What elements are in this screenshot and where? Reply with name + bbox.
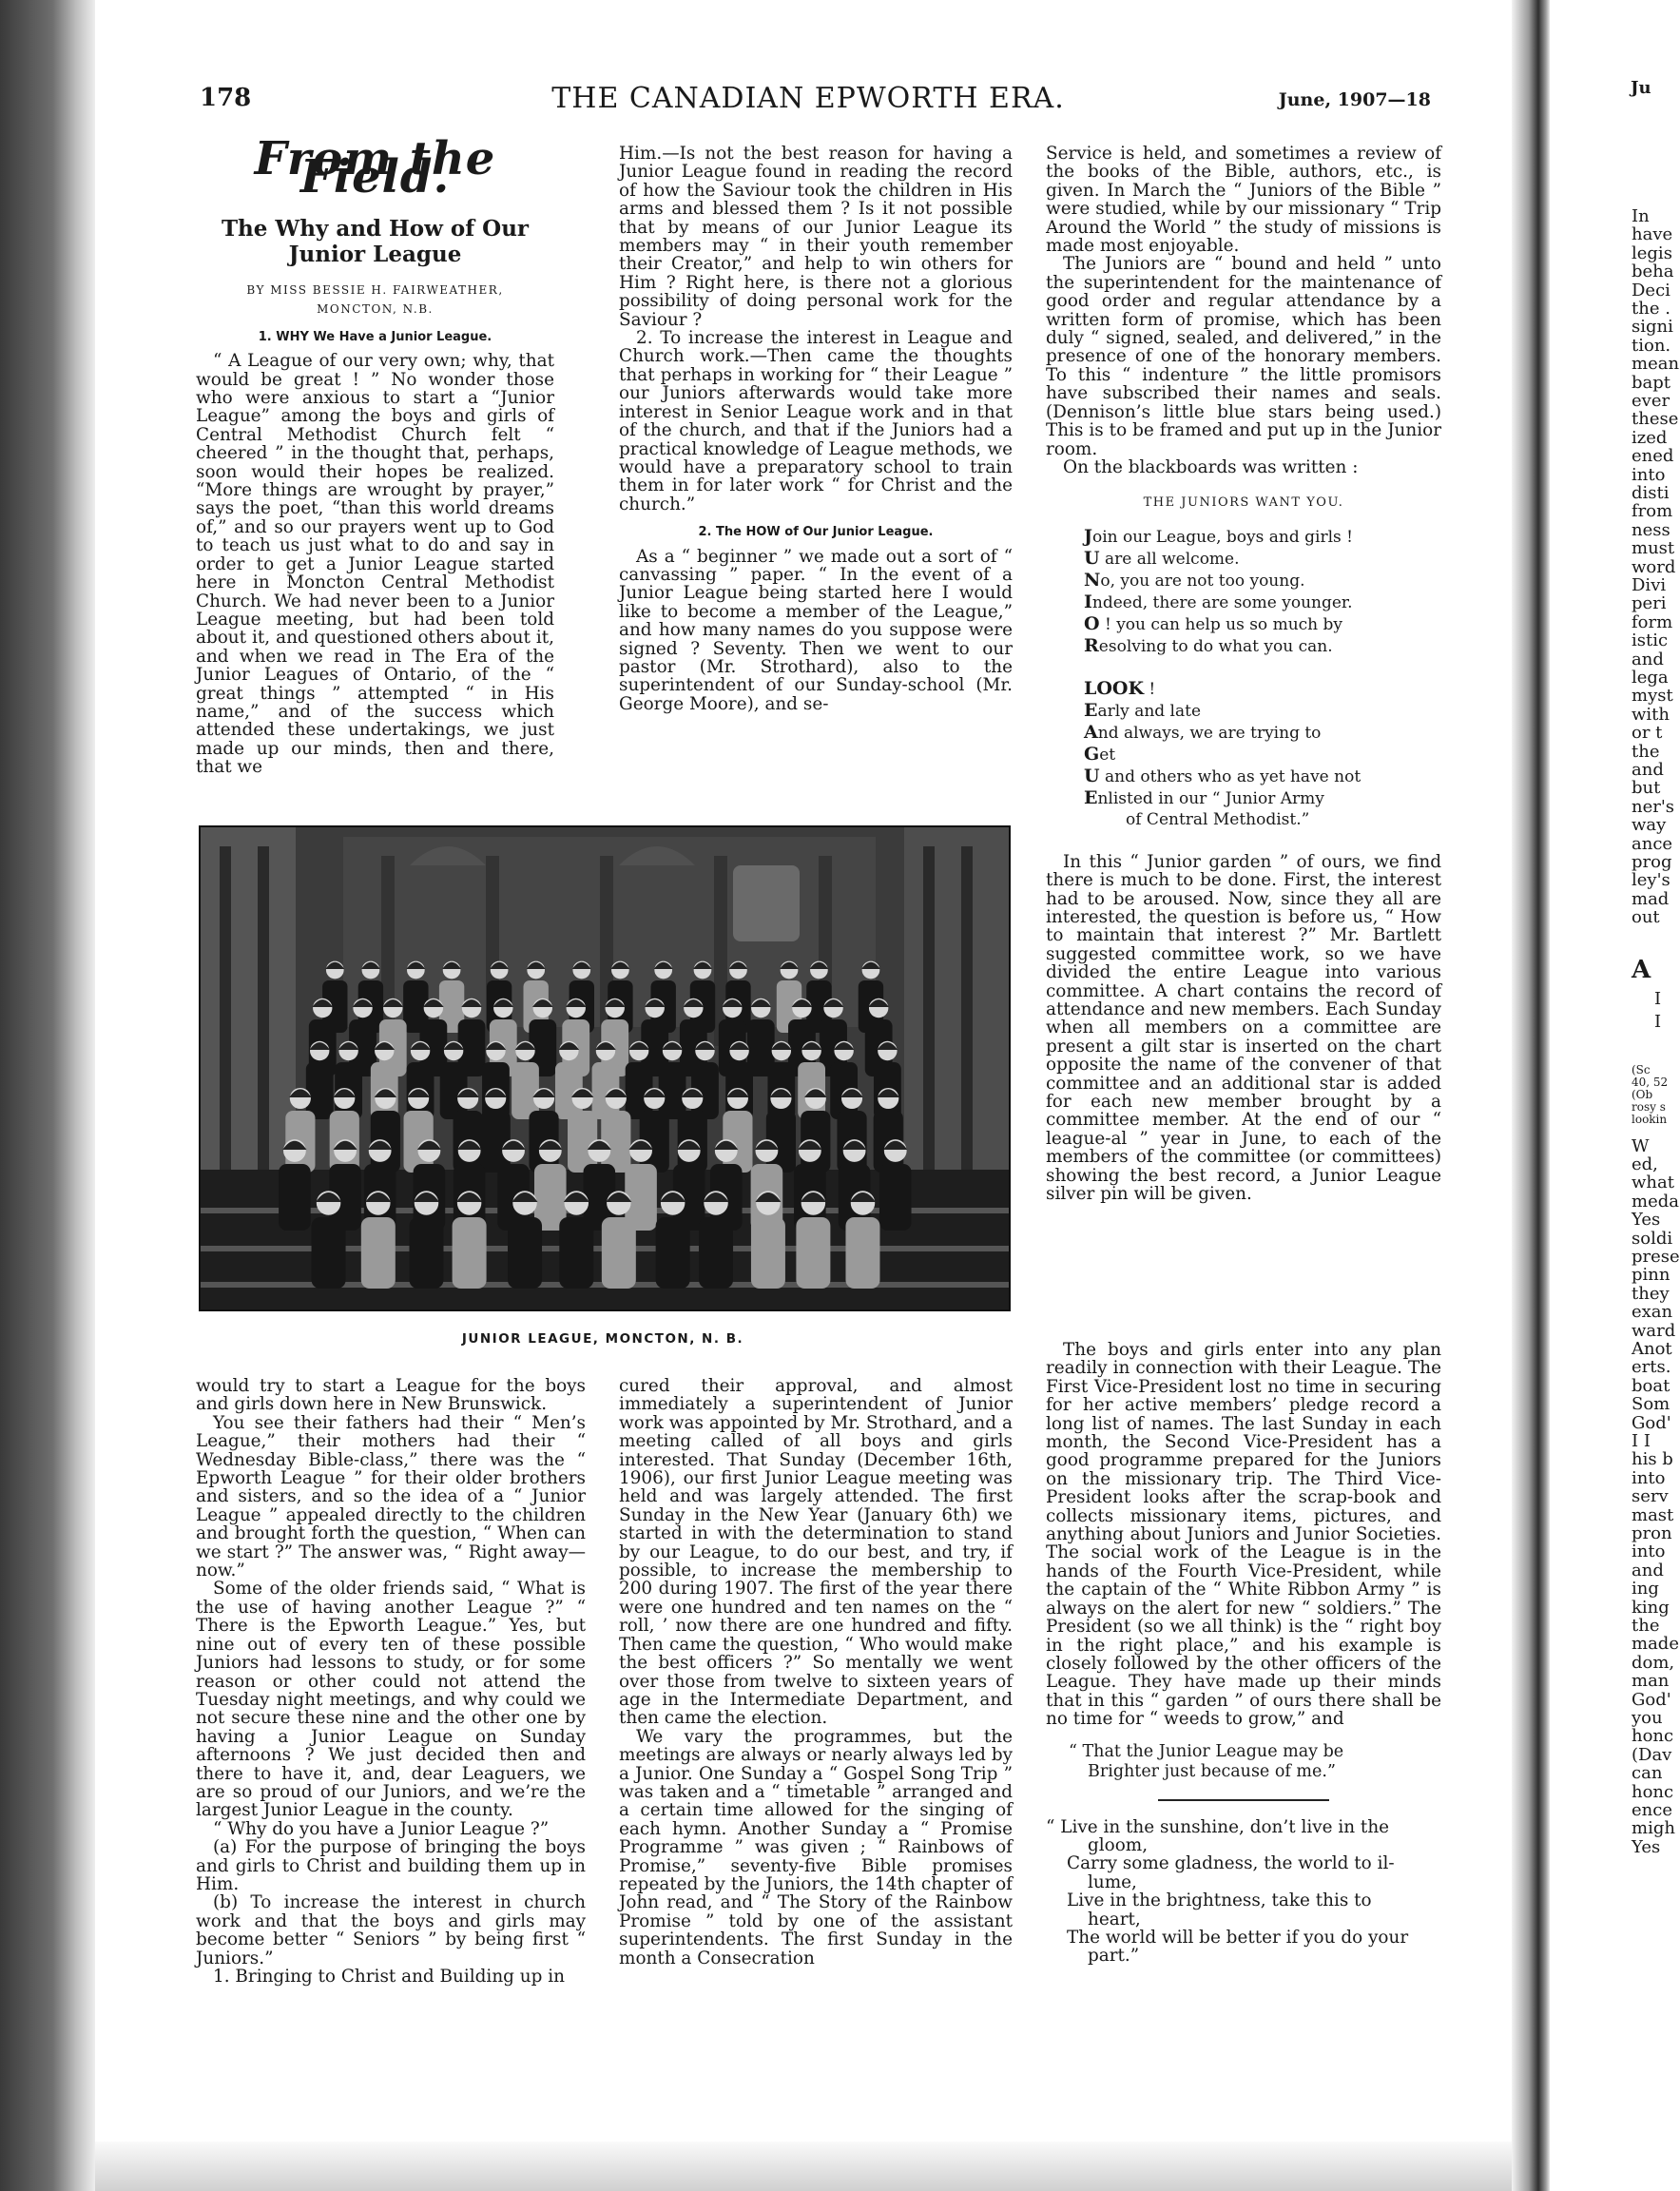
fragment-line: mast <box>1632 1504 1674 1525</box>
fragment-line: ever <box>1632 391 1670 411</box>
verse-line: “ That the Junior League may be <box>1069 1741 1344 1761</box>
fragment-line: ence <box>1632 1800 1672 1820</box>
fragment-line: (Sc <box>1632 1062 1651 1076</box>
fragment-line: ized <box>1632 427 1668 448</box>
paragraph: 2. To increase the interest in League and Church work.—Then came the thoughts that perhaps in working for “ their League ” our Juniors afterwards would take more interest in Senior League work and in that of the church, and that if the Juniors had a practical knowledge of League methods, we would have a preparatory school to train them in for later work “ for Christ and the church.” <box>619 328 1013 514</box>
paragraph: 1. Bringing to Christ and Building up in <box>213 1967 565 1987</box>
fragment-line: (Dav <box>1632 1744 1672 1765</box>
fragment-line: Anot <box>1632 1339 1672 1359</box>
fragment-line: legis <box>1632 242 1672 263</box>
issue-date: June, 1907—18 <box>1278 89 1431 110</box>
poem-line: “ Live in the sunshine, don’t live in the <box>1046 1816 1390 1837</box>
section-title: From the Field. <box>254 132 496 204</box>
article-title: The Why and How of Our Junior League <box>221 215 530 267</box>
acrostic-line: LOOK ! <box>1084 677 1156 699</box>
fragment-line: out <box>1632 907 1660 928</box>
poem-line: Live in the brightness, take this to <box>1067 1890 1372 1911</box>
paragraph: You see their fathers had their “ Men’s League,” their mothers had their “ Wednesday Bible-class,” there was the “ Epworth League ” for their older brothers and sisters, and so the idea of a “ Junior League ” appealed directly to the children and brought forth the question, “ When can we start ?” The answer was, “ Right away—now.” <box>196 1412 586 1581</box>
poem-line: lume, <box>1088 1871 1137 1892</box>
column-3-bottom <box>1046 1341 1441 1966</box>
fragment-line: ward <box>1632 1320 1676 1341</box>
poem-line: Carry some gladness, the world to il- <box>1067 1853 1395 1874</box>
fragment-line: king <box>1632 1597 1670 1618</box>
fragment-line: what <box>1632 1173 1674 1193</box>
acrostic-line: U are all welcome. <box>1084 547 1240 569</box>
subhead-why: 1. WHY We Have a Junior League. <box>258 329 492 344</box>
fragment-line: into <box>1632 1467 1666 1488</box>
fragment-line: ness <box>1632 519 1670 540</box>
adjacent-page-fragment <box>1550 0 1680 2191</box>
column-2-top <box>619 145 1013 713</box>
fragment-line: way <box>1632 815 1667 836</box>
group-photograph <box>199 825 1011 1311</box>
fragment-line: pinn <box>1632 1265 1670 1286</box>
column-1-bottom <box>196 1377 586 1986</box>
column-2-bottom <box>619 1377 1013 1968</box>
fragment-line: Yes <box>1632 1836 1661 1857</box>
page-bottom-edge <box>95 2142 1512 2191</box>
fragment-line: meda <box>1632 1191 1679 1212</box>
fragment-line: God' <box>1632 1412 1671 1433</box>
fragment-line: ened <box>1632 446 1674 467</box>
fragment-line: honc <box>1632 1781 1674 1802</box>
fragment-line: ley's <box>1632 870 1670 891</box>
acrostic-line: of Central Methodist.” <box>1126 809 1310 829</box>
fragment-line: exan <box>1632 1302 1673 1323</box>
fragment-line: beha <box>1632 262 1674 282</box>
fragment-line: into <box>1632 1541 1666 1562</box>
paragraph: Service is held, and sometimes a review of the books of the Bible, authors, etc., is given. In March the “ Juniors of the Bible ” were studied, while by our missionary “ Trip Around the World ” the study of missions is made most enjoyable. <box>1046 144 1441 257</box>
fragment-line: lega <box>1632 668 1669 688</box>
fragment-line: disti <box>1632 483 1670 503</box>
fragment-line: prese <box>1632 1247 1680 1267</box>
fragment-line: (Ob <box>1632 1087 1653 1101</box>
fragment-line: into <box>1632 464 1666 485</box>
fragment-line: pron <box>1632 1523 1672 1543</box>
fragment-line: God' <box>1632 1689 1671 1710</box>
closing-poem <box>1046 1818 1441 1966</box>
paragraph: In this “ Junior garden ” of ours, we find there is much to be done. First, the interest had to be aroused. Now, since they all are interested, the question is before us, “ How to maintain that interest ?” Mr. Bartlett suggested committee work, so we have divided the entire League into various committee. A chart contains the record of attendance and new members. Each Sunday when all members on a committee are present a gilt star is inserted on the chart opposite the name of the convener of that committee and an additional star is added for each new member brought by a committee member. At the end of our “ league-al ” year in June, to each of the members of the committee (or committees) showing the best record, a Junior League silver pin will be given. <box>1046 851 1441 1205</box>
publication-title: THE CANADIAN EPWORTH ERA. <box>551 82 1065 115</box>
paragraph: Him.—Is not the best reason for having a Junior League found in reading the record of how the Saviour took the children in His arms and blessed them ? Is it not possible that by means of our Junior League its members may “ in their youth remember their Creator,” and help to win others for Him ? Right here, is there not a glorious possibility of doing personal work for the Saviour ? <box>619 144 1013 330</box>
fragment-line: I I <box>1632 1431 1651 1451</box>
verse-line: Brighter just because of me.” <box>1088 1761 1336 1781</box>
fragment-line: serv <box>1632 1486 1669 1507</box>
fragment-line: 40, 52 <box>1632 1075 1669 1089</box>
paragraph: As a “ beginner ” we made out a sort of “ canvassing ” paper. “ In the event of a Junior League being started here I would like to become a member of the League,” and how many names do you suppose were signed ? Seventy. Then we went to our pastor (Mr. Strothard), also to the superintendent of our Sunday-school (Mr. George Moore), and se- <box>619 546 1013 714</box>
fragment-line: mean <box>1632 354 1680 375</box>
fragment-line: ing <box>1632 1579 1659 1600</box>
fragment-line: from <box>1632 501 1673 522</box>
paragraph: (b) To increase the interest in church work and that the boys and girls may become better “ Seniors ” by being first “ Juniors.” <box>196 1892 586 1968</box>
fragment-line: the <box>1632 1616 1660 1636</box>
fragment-line: honc <box>1632 1726 1674 1747</box>
photo-illustration <box>201 827 1009 1309</box>
acrostic-line: Indeed, there are some younger. <box>1084 591 1353 612</box>
fragment-line: with <box>1632 704 1670 725</box>
fragment-line: ed, <box>1632 1154 1658 1174</box>
fragment-line: word <box>1632 556 1676 577</box>
acrostic-poem <box>1046 526 1441 830</box>
page-gutter <box>1512 0 1550 2191</box>
fragment-line: boat <box>1632 1375 1670 1396</box>
fragment-line: ner's <box>1632 796 1675 817</box>
fragment-line: made <box>1632 1634 1679 1655</box>
fragment-line: myst <box>1632 686 1673 707</box>
fragment-line: I <box>1654 1011 1662 1032</box>
paragraph: would try to start a League for the boys and girls down here in New Brunswick. <box>196 1376 586 1415</box>
paragraph: We vary the programmes, but the meetings are always or nearly always led by a Junior. One Sunday a “ Gospel Song Trip ” was taken and a “ timetable ” arranged and a certain time allowed for the singing of each hymn. Another Sunday a “ Promise Programme ” was given ; “ Rainbows of Promise,” seventy-five Bible promises repeated by the Juniors, the 14th chapter of John read, and “ The Story of the Rainbow Promise ” told by one of the assistant superintendents. The first Sunday in the month a Consecration <box>619 1726 1013 1968</box>
fragment-line: his b <box>1632 1449 1673 1470</box>
paragraph: cured their approval, and almost immediately a superintendent of Junior work was appointed by Mr. Strothard, and a meeting called of all boys and girls interested. That Sunday (December 16th, 1906), our first Junior League meeting was held and was largely attended. The first Sunday in the New Year (January 6th) we started in with the determination to stand by our League, to do our best, and try, if possible, to increase the membership to 200 during 1907. The first of the year there were one hundred and ten names on the “ roll, ’ now there are one hundred and fifty. Then came the question, “ Who would make the best officers ?” So mentally we went over those from twelve to sixteen years of age in the Intermediate Department, and then came the election. <box>619 1376 1013 1729</box>
fragment-line: and <box>1632 760 1664 780</box>
poem-line: part.” <box>1088 1946 1140 1967</box>
page-number: 178 <box>200 84 252 112</box>
fragment-line: I <box>1654 988 1662 1009</box>
acrostic-line: And always, we are trying to <box>1084 721 1322 743</box>
byline-author: BY MISS BESSIE H. FAIRWEATHER, <box>246 282 504 297</box>
acrostic-line: Early and late <box>1084 699 1202 721</box>
column-1-top <box>196 132 554 778</box>
running-header <box>185 82 1431 120</box>
acrostic-line: Join our League, boys and girls ! <box>1084 525 1353 547</box>
fragment-line: and <box>1632 1560 1664 1580</box>
acrostic-heading: THE JUNIORS WANT YOU. <box>1143 495 1344 511</box>
fragment-line: Yes <box>1632 1210 1661 1231</box>
fragment-line: Divi <box>1632 575 1667 595</box>
fragment-heading: A <box>1632 955 1651 984</box>
fragment-line: signi <box>1632 317 1673 338</box>
fragment-line: dom, <box>1632 1652 1675 1673</box>
subhead-how: 2. The HOW of Our Junior League. <box>698 525 934 540</box>
acrostic-line: Get <box>1084 743 1116 765</box>
fragment-line: man <box>1632 1671 1670 1692</box>
fragment-line: mad <box>1632 888 1670 909</box>
poem-line: heart, <box>1088 1909 1141 1929</box>
fragment-line: have <box>1632 224 1673 245</box>
fragment-line: these <box>1632 409 1679 430</box>
acrostic-line: O ! you can help us so much by <box>1084 612 1343 634</box>
fragment-line: W <box>1632 1135 1650 1156</box>
paragraph: “ Why do you have a Junior League ?” <box>213 1818 550 1839</box>
fragment-line: tion. <box>1632 335 1671 356</box>
photo-caption: JUNIOR LEAGUE, MONCTON, N. B. <box>461 1331 744 1347</box>
fragment-line: peri <box>1632 593 1667 614</box>
fragment-line: soldi <box>1632 1228 1673 1249</box>
fragment-line: migh <box>1632 1818 1675 1839</box>
acrostic-line: Enlisted in our “ Junior Army <box>1084 786 1324 808</box>
fragment-line: istic <box>1632 630 1669 651</box>
fragment-line: the . <box>1632 299 1670 319</box>
fragment-line: Som <box>1632 1394 1670 1415</box>
paragraph: “ A League of our very own; why, that would be great ! ” No wonder those who were anxious to start a “Junior League” among the boys and girls of Central Methodist Church felt “ cheered ” in the thought that, perhaps, soon would their hopes be realized. “More things are wrought by prayer,” says the poet, “than this world dreams of,” and so our prayers went up to God to teach us just what to do and say in order to get a Junior League started here in Moncton Central Methodist Church. We had never been to a Junior League meeting, but had been told about it, and questioned others about it, and when we read in The Era of the Junior Leagues of Ontario, of the “ great things ” attempted “ in His name,” and of the success which attended these undertakings, we just made up our minds, then and there, that we <box>196 351 554 778</box>
fragment-line: ance <box>1632 833 1673 854</box>
byline <box>196 281 554 319</box>
paragraph: (a) For the purpose of bringing the boys and girls to Christ and building them up in Him. <box>196 1837 586 1894</box>
acrostic-line: No, you are not too young. <box>1084 569 1305 591</box>
fragment-line: bapt <box>1632 372 1671 393</box>
paragraph: Some of the older friends said, “ What is the use of having another League ?” “ There is the Epworth League.” Yes, but nine out of every ten of these possible Juniors had lessons to study, or for some reason or other could not attend the Tuesday night meetings, and why could we not secure these nine and the other one by having a Junior League on Sunday afternoons ? We just decided then and there to have it, and, dear Leaguers, we are so proud of our Juniors, and we’re the largest Junior League in the county. <box>196 1579 586 1821</box>
acrostic-line: Resolving to do what you can. <box>1084 634 1333 656</box>
byline-place: MONCTON, N.B. <box>317 301 434 316</box>
fragment-line: form <box>1632 611 1673 632</box>
poem-line: gloom, <box>1088 1834 1149 1855</box>
paragraph: The boys and girls enter into any plan readily in connection with their League. The First Vice-President lost no time in securing for her active members’ pledge record a long list of names. The last Sunday in each month, the Second Vice-President has a good programme prepared for the Juniors on the missionary trip. The Third Vice-President looks after the scrap-book and collects missionary items, pictures, and anything about Juniors and Junior Societies. The social work of the League is in the hands of the Fourth Vice-President, while the captain of the “ White Ribbon Army ” is always on the alert for new “ soldiers.” The President (so we all think) is the “ right boy in the right place,” and his example is closely followed by the other officers of the League. They have made up their minds that in this “ garden ” of ours there shall be no time for “ weeds to grow,” and <box>1046 1340 1441 1730</box>
adjacent-page-header: Ju <box>1631 78 1651 98</box>
column-3-top <box>1046 145 1441 1203</box>
fragment-line: and <box>1632 649 1664 669</box>
fragment-line: In <box>1632 206 1650 226</box>
fragment-line: erts. <box>1632 1357 1671 1378</box>
fragment-line: rosy s <box>1632 1099 1666 1114</box>
poem-line: The world will be better if you do your <box>1067 1927 1409 1948</box>
fragment-line: lookin <box>1632 1112 1668 1126</box>
fragment-line: must <box>1632 538 1675 559</box>
fragment-line: Deci <box>1632 280 1670 301</box>
divider <box>1158 1799 1329 1801</box>
fragment-line: the <box>1632 741 1660 762</box>
verse-quote <box>1046 1742 1441 1782</box>
page-binding-shadow <box>0 0 95 2191</box>
fragment-line: can <box>1632 1763 1663 1784</box>
fragment-line: but <box>1632 778 1661 799</box>
fragment-line: you <box>1632 1708 1663 1728</box>
fragment-line: prog <box>1632 852 1672 872</box>
fragment-line: they <box>1632 1283 1670 1304</box>
paragraph: The Juniors are “ bound and held ” unto the superintendent for the maintenance of good order and regular attendance by a written form of promise, which has been duly “ signed, sealed, and delivered,” in the presence of one of the honorary members. To this “ indenture ” the little promisors have subscribed their names and seals. (Dennison’s little blue stars being used.) This is to be framed and put up in the Junior room. <box>1046 254 1441 459</box>
fragment-line: or t <box>1632 723 1663 744</box>
acrostic-line: U and others who as yet have not <box>1084 765 1361 786</box>
paragraph: On the blackboards was written : <box>1063 456 1359 477</box>
